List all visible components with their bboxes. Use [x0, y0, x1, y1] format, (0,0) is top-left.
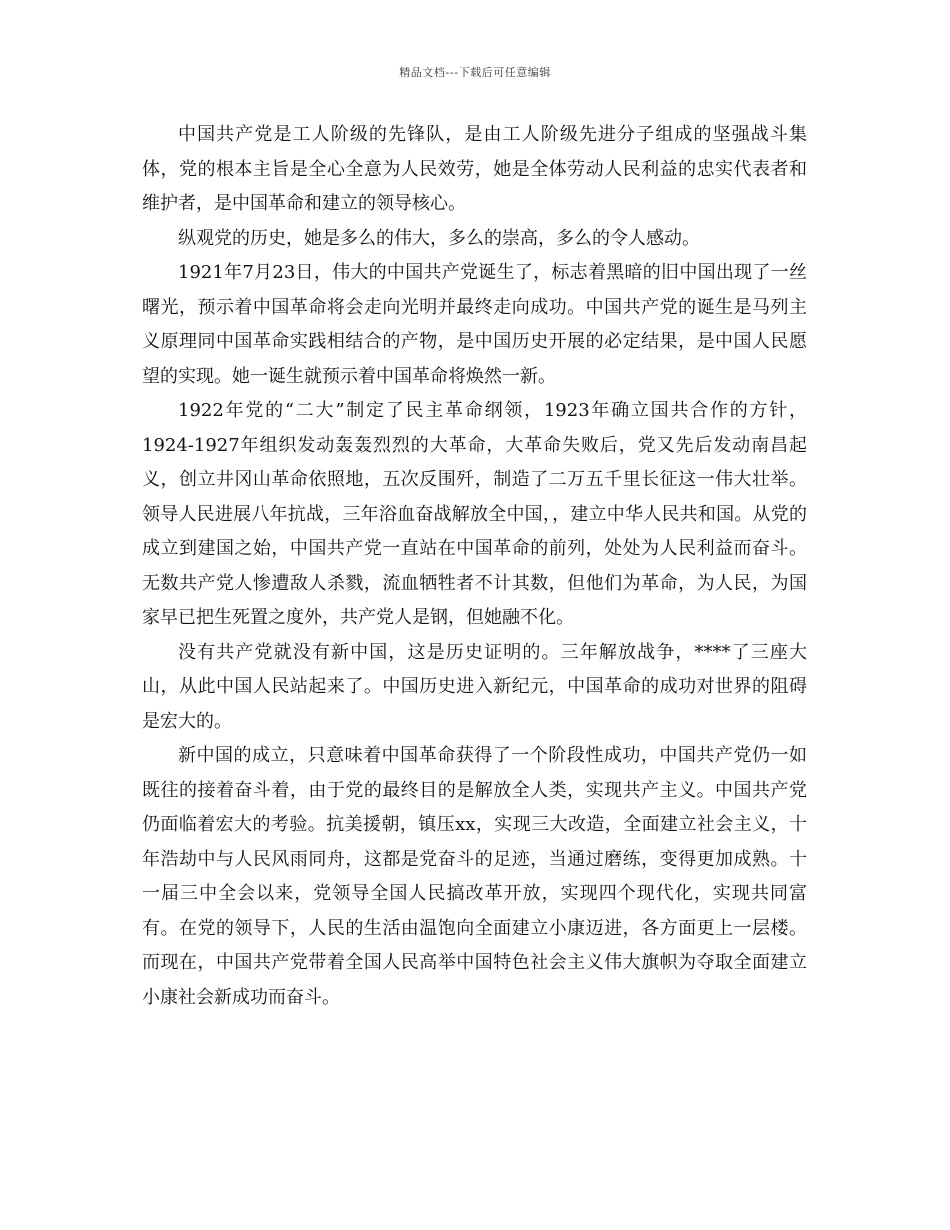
paragraph-6: 新中国的成立，只意味着中国革命获得了一个阶段性成功，中国共产党仍一如既往的接着奋斗着，由于党的最终目的是解放全人类，实现共产主义。中国共产党仍面临着宏大的考验。抗美援朝，镇压xx，实现三大改造，全面建立社会主义，十年浩劫中与人民风雨同舟，这都是党奋斗的足迹，当通过磨练，变得更加成熟。十一届三中全会以来，党领导全国人民搞改革开放，实现四个现代化，实现共同富有。在党的领导下，人民的生活由温饱向全面建立小康迈进，各方面更上一层楼。而现在，中国共产党带着全国人民高举中国特色社会主义伟大旗帜为夺取全面建立小康社会新成功而奋斗。	[142, 745, 807, 1008]
paragraph-3: 1921年7月23日，伟大的中国共产党诞生了，标志着黑暗的旧中国出现了一丝曙光，预示着中国革命将会走向光明并最终走向成功。中国共产党的诞生是马列主义原理同中国革命实践相结合的产物，是中国历史开展的必定结果，是中国人民愿望的实现。她一诞生就预示着中国革命将焕然一新。	[142, 262, 807, 387]
paragraph-5: 没有共产党就没有新中国，这是历史证明的。三年解放战争，****了三座大山，从此中国人民站起来了。中国历史进入新纪元，中国革命的成功对世界的阻碍是宏大的。	[142, 641, 807, 732]
page-header: 精品文档---下载后可任意编辑	[399, 66, 551, 79]
document-body	[142, 118, 807, 1015]
paragraph-2: 纵观党的历史，她是多么的伟大，多么的崇高，多么的令人感动。	[178, 227, 700, 249]
paragraph-4: 1922年党的“二大”制定了民主革命纲领，1923年确立国共合作的方针，1924-1927年组织发动轰轰烈烈的大革命，大革命失败后，党又先后发动南昌起义，创立井冈山革命依照地，五次反围歼，制造了二万五千里长征这一伟大壮举。领导人民进展八年抗战，三年浴血奋战解放全中国，，建立中华人民共和国。从党的成立到建国之始，中国共产党一直站在中国革命的前列，处处为人民利益而奋斗。无数共产党人惨遭敌人杀戮，流血牺牲者不计其数，但他们为革命，为人民，为国家早已把生死置之度外，共产党人是钢，但她融不化。	[142, 400, 807, 628]
paragraph-1: 中国共产党是工人阶级的先锋队，是由工人阶级先进分子组成的坚强战斗集体，党的根本主旨是全心全意为人民效劳，她是全体劳动人民利益的忠实代表者和维护者，是中国革命和建立的领导核心。	[142, 124, 807, 214]
